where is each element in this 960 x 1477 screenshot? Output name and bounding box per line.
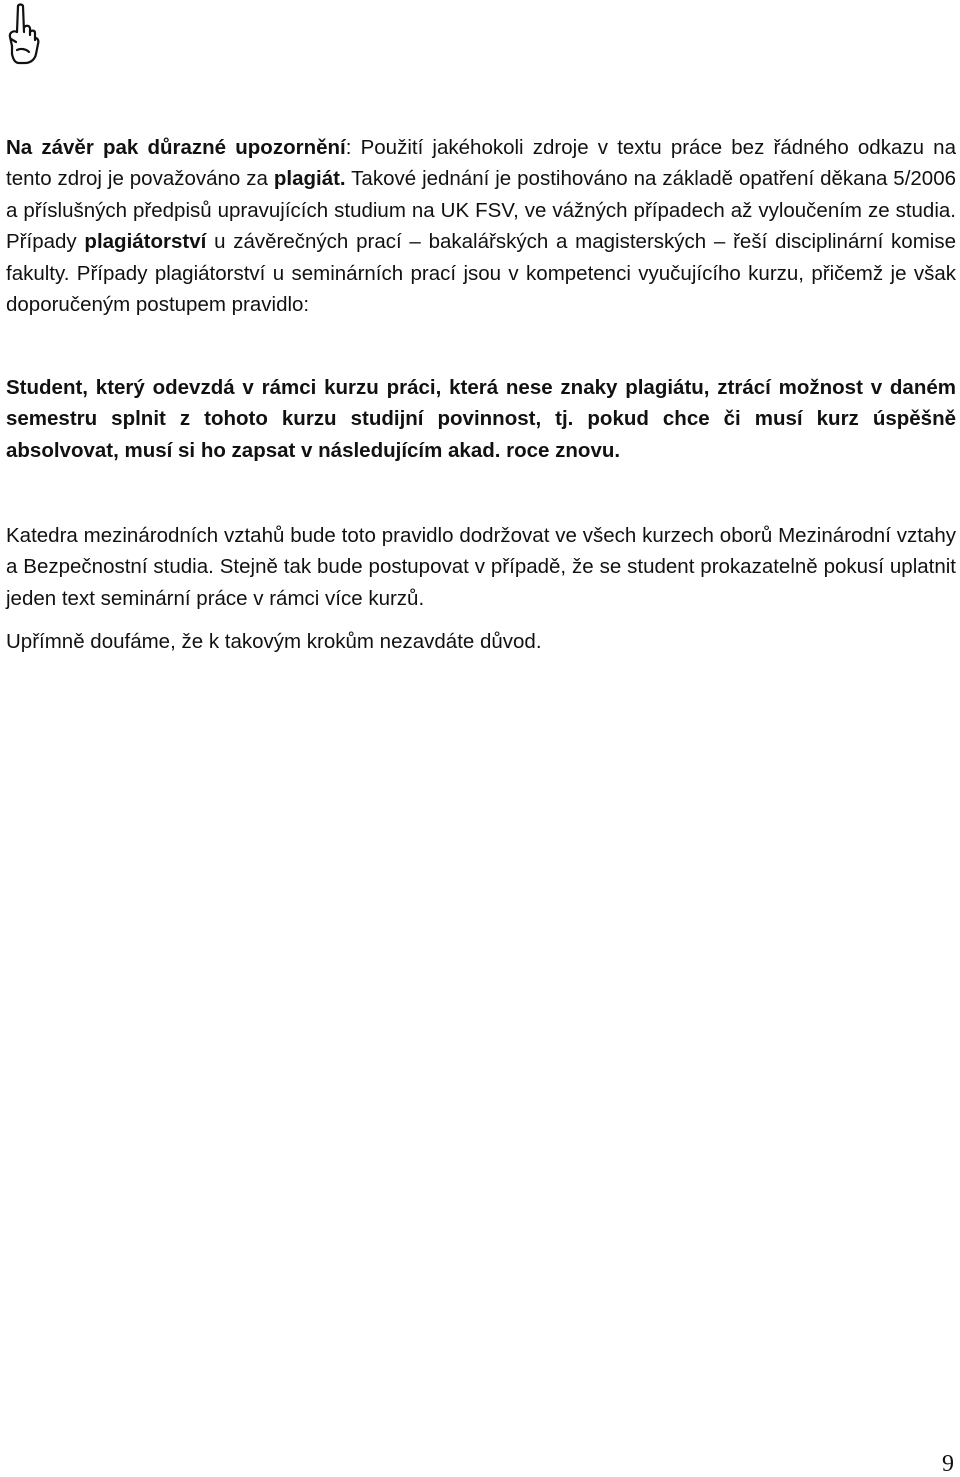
warning-text-b: Takové jednání je postihováno na základě opatření děkana 5/2006 a příslušných předpisů upravujících studium na UK FSV, ve vážných případech až vyloučením ze studia. Případy [6,167,956,254]
warning-text-c: u závěrečných prací – bakalářských a magisterských – řeší disciplinární komise fakulty. Případy plagiátorství u seminárních prací jsou v kompetenci vyučujícího kurzu, přičemž je však doporučeným postupem pravidlo: [6,230,956,317]
page-number: 9 [942,1451,954,1477]
plagiat-term: plagiát. [273,167,346,191]
warning-lead: Na závěr pak důrazné upozornění [6,136,346,159]
closing-paragraph: Upřímně doufáme, že k takovým krokům nezavdáte důvod. [6,630,542,653]
rule-paragraph: Student, který odevzdá v rámci kurzu práci, která nese znaky plagiátu, ztrácí možnost v daném semestru splnit z tohoto kurzu studijní povinnost, tj. pokud chce či musí kurz úspěšně absolvovat, musí si ho zapsat v následujícím akad. roce znovu. [6,376,956,462]
plagiatorstvi-term: plagiátorství [84,230,207,254]
department-paragraph: Katedra mezinárodních vztahů bude toto pravidlo dodržovat ve všech kurzech oborů Mezinárodní vztahy a Bezpečnostní studia. Stejně tak bude postupovat v případě, že se student prokazatelně pokusí uplatnit jeden text seminární práce v rámci více kurzů. [6,524,956,610]
warning-text-a: : Použití jakéhokoli zdroje v textu práce bez řádného odkazu na tento zdroj je považováno za [6,136,956,191]
warning-paragraph [6,132,956,320]
pointing-hand-icon [4,2,40,66]
